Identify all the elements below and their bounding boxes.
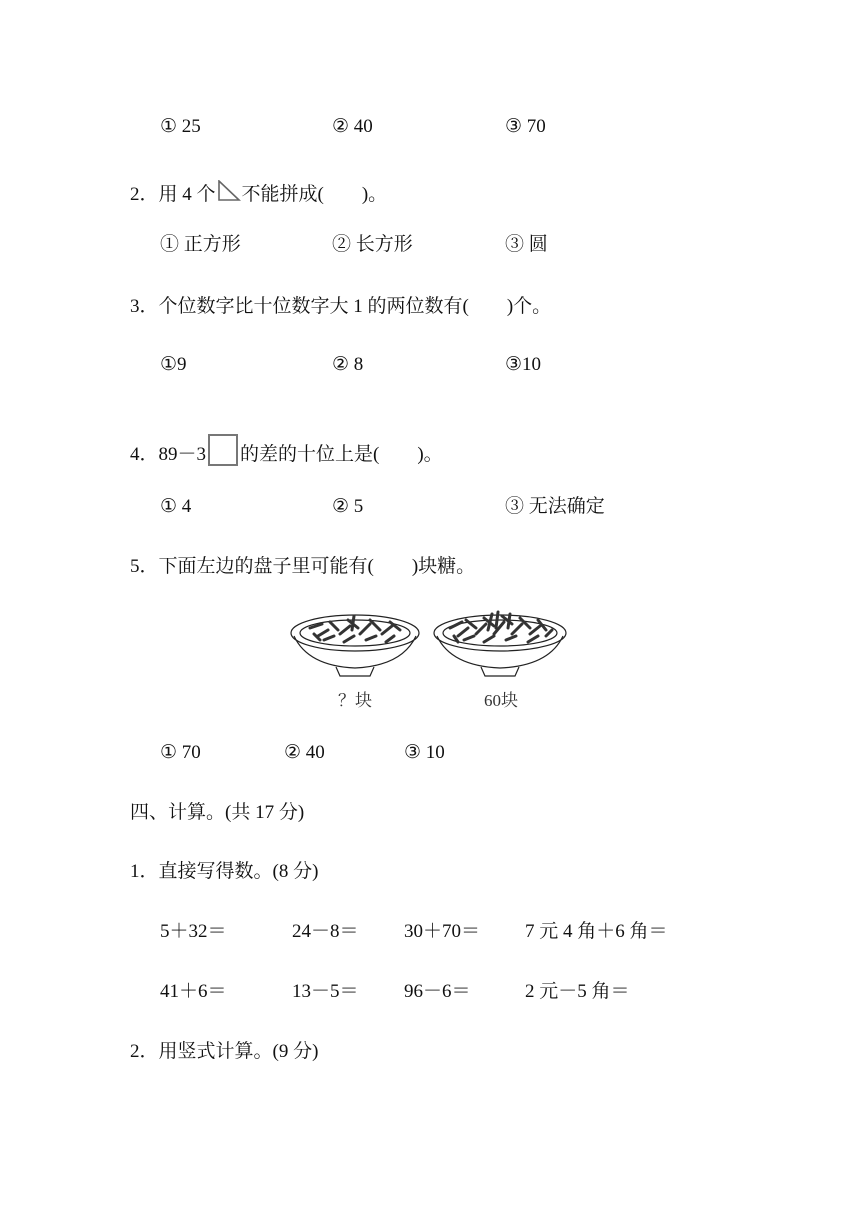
- calc-item: 2 元－5 角＝: [525, 981, 630, 1002]
- q1-option-2: ② 40: [332, 116, 373, 137]
- question-4-prefix: 4．89－3: [130, 444, 207, 465]
- q3-option-3: ③10: [505, 354, 542, 375]
- section-4-part-1-title: 1．直接写得数。(8 分): [130, 861, 319, 882]
- calc-item: 24－8＝: [292, 921, 359, 942]
- left-plate-label: ？块: [338, 691, 372, 710]
- q5-option-3: ③ 10: [404, 742, 445, 763]
- right-triangle-icon: [217, 180, 241, 202]
- calc-item: 96－6＝: [404, 981, 471, 1002]
- q2-option-1: ① 正方形: [160, 234, 241, 255]
- q1-option-3: ③ 70: [505, 116, 546, 137]
- calc-item: 41＋6＝: [160, 981, 227, 1002]
- q4-option-1: ① 4: [160, 496, 192, 517]
- question-2-prefix: 2．用 4 个: [130, 184, 216, 205]
- q2-option-2: ② 长方形: [332, 234, 413, 255]
- blank-box-icon: [208, 434, 238, 466]
- calc-item: 5＋32＝: [160, 921, 227, 942]
- q5-option-1: ① 70: [160, 742, 201, 763]
- question-2-suffix: 不能拼成( )。: [241, 184, 388, 205]
- q4-option-3: ③ 无法确定: [505, 496, 605, 517]
- question-4-suffix: 的差的十位上是( )。: [240, 444, 443, 465]
- calc-item: 7 元 4 角＋6 角＝: [525, 921, 668, 942]
- section-4-part-2-title: 2．用竖式计算。(9 分): [130, 1041, 319, 1062]
- candy-plates-illustration: [288, 606, 578, 686]
- q3-option-2: ② 8: [332, 354, 364, 375]
- q3-option-1: ①9: [160, 354, 187, 375]
- calc-item: 13－5＝: [292, 981, 359, 1002]
- calc-item: 30＋70＝: [404, 921, 481, 942]
- candy-plates-figure: [288, 606, 578, 716]
- section-4-title: 四、计算。(共 17 分): [130, 802, 305, 823]
- right-plate-label: 60块: [484, 691, 518, 710]
- q2-option-3: ③ 圆: [505, 234, 548, 255]
- q1-option-1: ① 25: [160, 116, 201, 137]
- question-5: 5．下面左边的盘子里可能有( )块糖。: [130, 556, 476, 577]
- question-3: 3．个位数字比十位数字大 1 的两位数有( )个。: [130, 296, 552, 317]
- q5-option-2: ② 40: [284, 742, 325, 763]
- q4-option-2: ② 5: [332, 496, 364, 517]
- question-4: [130, 434, 443, 467]
- question-2: [130, 180, 387, 207]
